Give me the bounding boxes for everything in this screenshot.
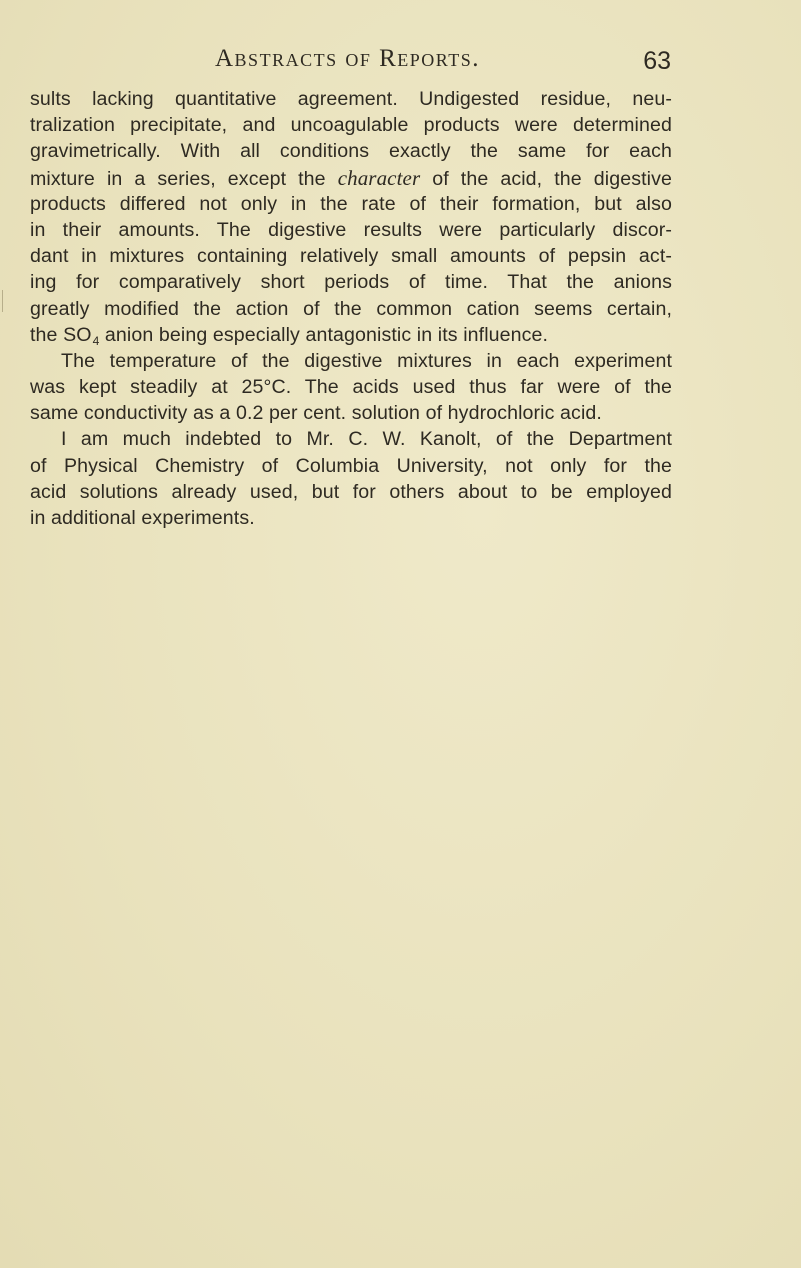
subscript: 4	[92, 333, 100, 348]
text-line: acid solutions already used, but for others about to be employed	[30, 480, 672, 503]
text-line: in additional experiments.	[30, 507, 255, 529]
text-run: of the acid, the digestive	[420, 167, 672, 190]
text-line: of Physical Chemistry of Columbia University, not only for the	[30, 454, 672, 477]
text-line: was kept steadily at 25°C. The acids used thus far were of the	[30, 376, 672, 399]
margin-mark	[2, 290, 3, 312]
text-line	[30, 322, 672, 348]
text-line: same conductivity as a 0.2 per cent. solution of hydrochloric acid.	[30, 402, 602, 425]
text-line: greatly modified the action of the common cation seems certain,	[30, 297, 672, 320]
text-line: products differed not only in the rate of their formation, but also	[30, 192, 672, 215]
text-line: dant in mixtures containing relatively small amounts of pepsin act-	[30, 245, 672, 268]
text-line: sults lacking quantitative agreement. Undigested residue, neu-	[30, 88, 672, 110]
running-title: Abstracts of Reports.	[215, 45, 480, 72]
body-text	[30, 86, 672, 531]
page-number: 63	[643, 47, 671, 75]
text-run: the SO	[30, 323, 92, 346]
running-head	[30, 45, 671, 81]
text-line: The temperature of the digestive mixtures in each experiment	[61, 349, 672, 372]
italic-word: character	[337, 165, 421, 190]
text-line: gravimetrically. With all conditions exactly the same for each	[30, 140, 672, 163]
text-line: in their amounts. The digestive results were particularly discor-	[30, 218, 672, 241]
text-line: I am much indebted to Mr. C. W. Kanolt, of the Department	[61, 428, 672, 451]
text-run: anion being especially antagonistic in its influence.	[99, 323, 549, 346]
text-run: mixture in a series, except the	[30, 167, 338, 190]
text-line	[30, 165, 672, 191]
text-line: tralization precipitate, and uncoagulable products were determined	[30, 114, 672, 137]
text-line: ing for comparatively short periods of time. That the anions	[30, 271, 672, 294]
